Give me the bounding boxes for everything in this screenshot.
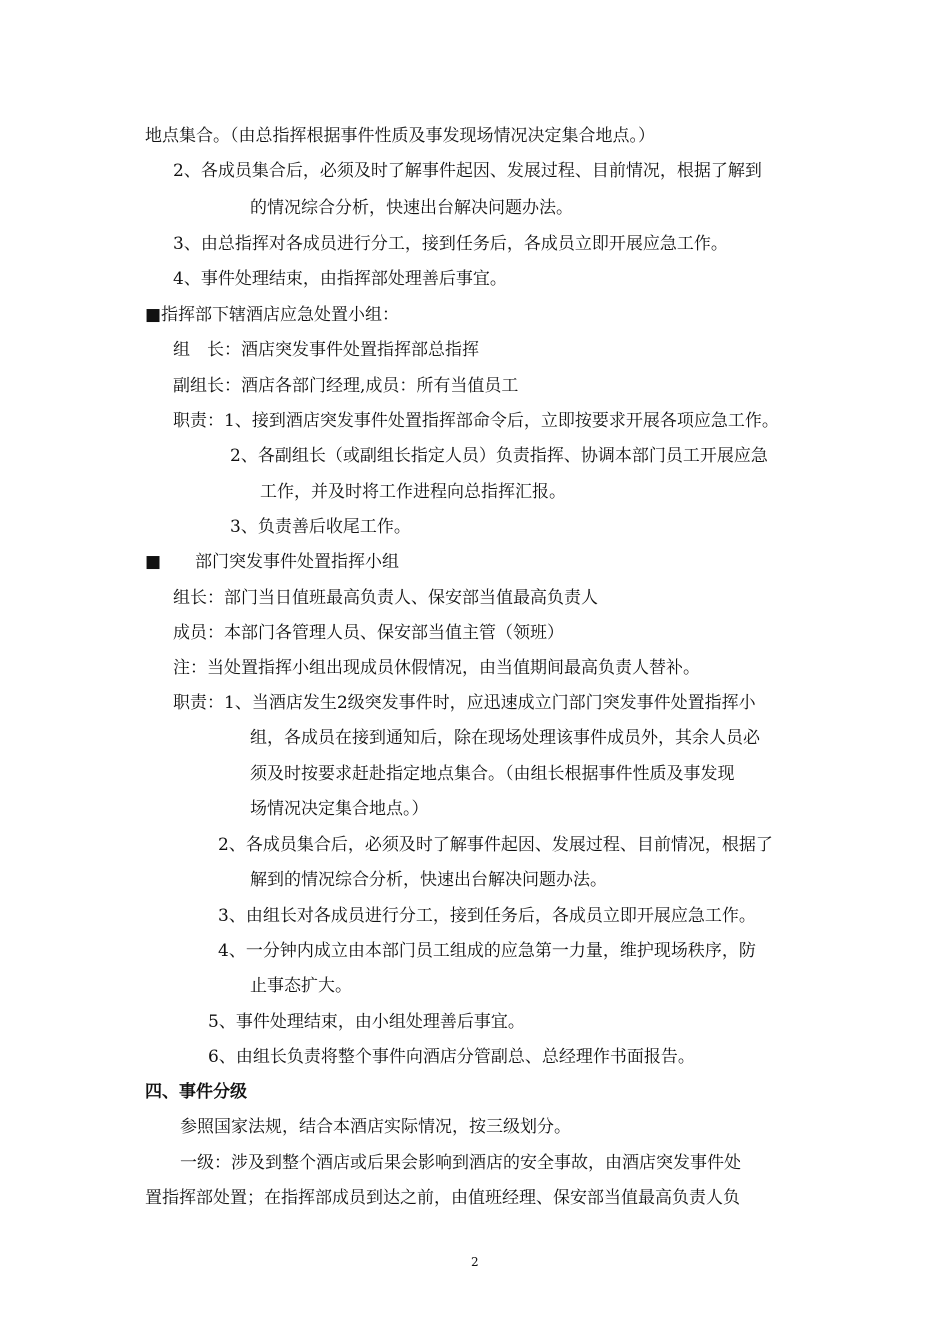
text-line: 2、各成员集合后，必须及时了解事件起因、发展过程、目前情况，根据了解到 [173,161,762,181]
section-heading: ■指挥部下辖酒店应急处置小组： [145,305,400,325]
text-line: 一级：涉及到整个酒店或后果会影响到酒店的安全事故，由酒店突发事件处 [180,1153,741,1173]
text-line: 3、由组长对各成员进行分工，接到任务后，各成员立即开展应急工作。 [218,906,756,926]
text-line: 成员：本部门各管理人员、保安部当值主管（领班） [173,623,564,643]
text-line: 组长：部门当日值班最高负责人、保安部当值最高负责人 [173,588,598,608]
text-line: 6、由组长负责将整个事件向酒店分管副总、总经理作书面报告。 [208,1047,695,1067]
text-line: 注：当处置指挥小组出现成员休假情况，由当值期间最高负责人替补。 [173,658,700,678]
text-line: 场情况决定集合地点。） [250,799,429,819]
text-line: 止事态扩大。 [250,976,352,996]
section-heading: ■ 部门突发事件处置指挥小组 [145,552,400,572]
text-line: 3、负责善后收尾工作。 [230,517,411,537]
text-line: 的情况综合分析，快速出台解决问题办法。 [250,198,573,218]
text-line: 工作，并及时将工作进程向总指挥汇报。 [260,482,566,502]
text-line: 职责：1、接到酒店突发事件处置指挥部命令后，立即按要求开展各项应急工作。 [173,411,779,431]
text-line: 参照国家法规，结合本酒店实际情况，按三级划分。 [180,1117,571,1137]
text-line: 地点集合。（由总指挥根据事件性质及事发现场情况决定集合地点。） [145,126,655,146]
text-line: 2、各成员集合后，必须及时了解事件起因、发展过程、目前情况，根据了 [218,835,773,855]
text-line: 解到的情况综合分析，快速出台解决问题办法。 [250,870,607,890]
text-line: 组 长：酒店突发事件处置指挥部总指挥 [173,340,479,360]
section-title: 四、事件分级 [145,1082,247,1102]
text-line: 须及时按要求赶赴指定地点集合。（由组长根据事件性质及事发现 [250,764,735,784]
text-line: 4、一分钟内成立由本部门员工组成的应急第一力量，维护现场秩序，防 [218,941,756,961]
page-number: 2 [471,1255,479,1269]
text-line: 4、事件处理结束，由指挥部处理善后事宜。 [173,269,507,289]
text-line: 组，各成员在接到通知后，除在现场处理该事件成员外，其余人员必 [250,728,760,748]
text-line: 副组长：酒店各部门经理,成员：所有当值员工 [173,376,519,396]
text-line: 职责：1、当酒店发生2级突发事件时，应迅速成立门部门突发事件处置指挥小 [173,693,756,713]
text-line: 置指挥部处置；在指挥部成员到达之前，由值班经理、保安部当值最高负责人负 [145,1188,740,1208]
text-line: 2、各副组长（或副组长指定人员）负责指挥、协调本部门员工开展应急 [230,446,768,466]
text-line: 3、由总指挥对各成员进行分工，接到任务后，各成员立即开展应急工作。 [173,234,728,254]
text-line: 5、事件处理结束，由小组处理善后事宜。 [208,1012,525,1032]
